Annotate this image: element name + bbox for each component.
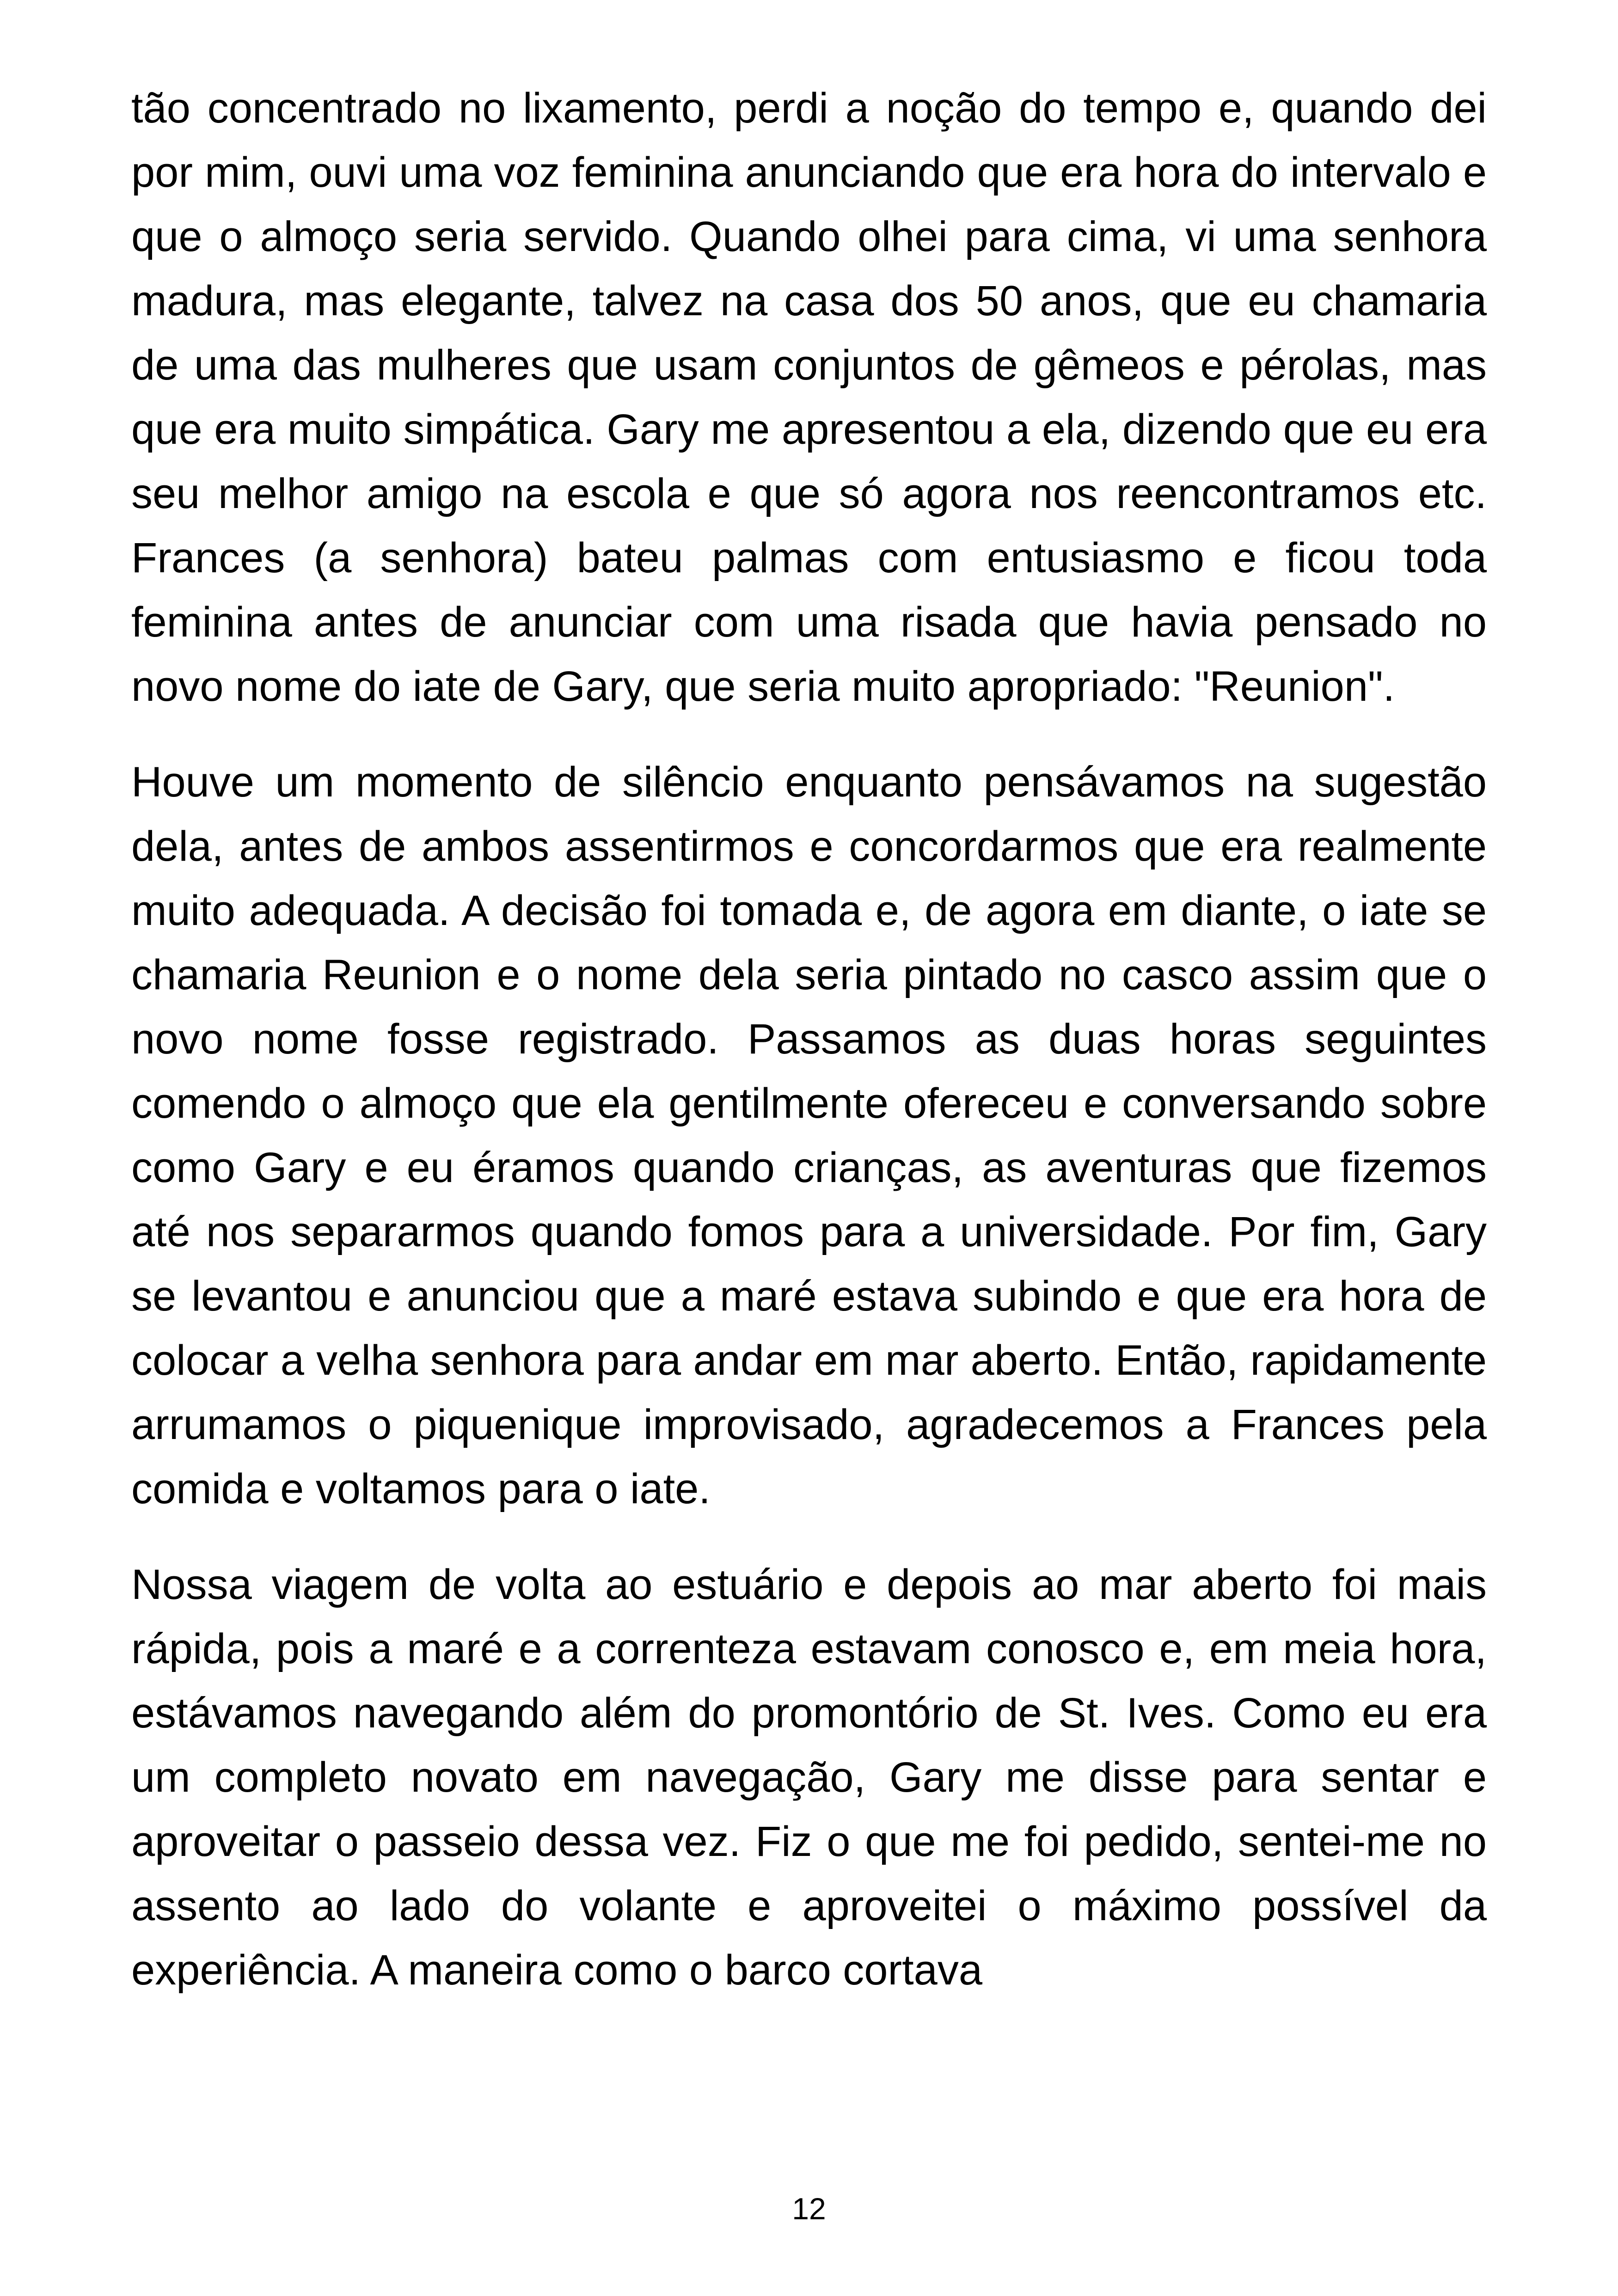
paragraph-2: Houve um momento de silêncio enquanto pensávamos na sugestão dela, antes de ambos assentirmos e concordarmos que era realmente muito adequada. A decisão foi tomada e, de agora em diante, o iate se chamaria Reunion e o nome dela seria pintado no casco assim que o novo nome fosse registrado. Passamos as duas horas seguintes comendo o almoço que ela gentilmente ofereceu e conversando sobre como Gary e eu éramos quando crianças, as aventuras que fizemos até nos separarmos quando fomos para a universidade. Por fim, Gary se levantou e anunciou que a maré estava subindo e que era hora de colocar a velha senhora para andar em mar aberto. Então, rapidamente arrumamos o piquenique improvisado, agradecemos a Frances pela comida e voltamos para o iate.	[131, 759, 1487, 1512]
body-text	[131, 76, 1487, 2034]
paragraph-3: Nossa viagem de volta ao estuário e depois ao mar aberto foi mais rápida, pois a maré e a correnteza estavam conosco e, em meia hora, estávamos navegando além do promontório de St. Ives. Como eu era um completo novato em navegação, Gary me disse para sentar e aproveitar o passeio dessa vez. Fiz o que me foi pedido, sentei-me no assento ao lado do volante e aproveitei o máximo possível da experiência. A maneira como o barco cortava	[131, 1561, 1487, 1994]
paragraph-1: tão concentrado no lixamento, perdi a noção do tempo e, quando dei por mim, ouvi uma voz feminina anunciando que era hora do intervalo e que o almoço seria servido. Quando olhei para cima, vi uma senhora madura, mas elegante, talvez na casa dos 50 anos, que eu chamaria de uma das mulheres que usam conjuntos de gêmeos e pérolas, mas que era muito simpática. Gary me apresentou a ela, dizendo que eu era seu melhor amigo na escola e que só agora nos reencontramos etc. Frances (a senhora) bateu palmas com entusiasmo e ficou toda feminina antes de anunciar com uma risada que havia pensado no novo nome do iate de Gary, que seria muito apropriado: "Reunion".	[131, 85, 1487, 710]
page-number: 12	[792, 2192, 826, 2226]
